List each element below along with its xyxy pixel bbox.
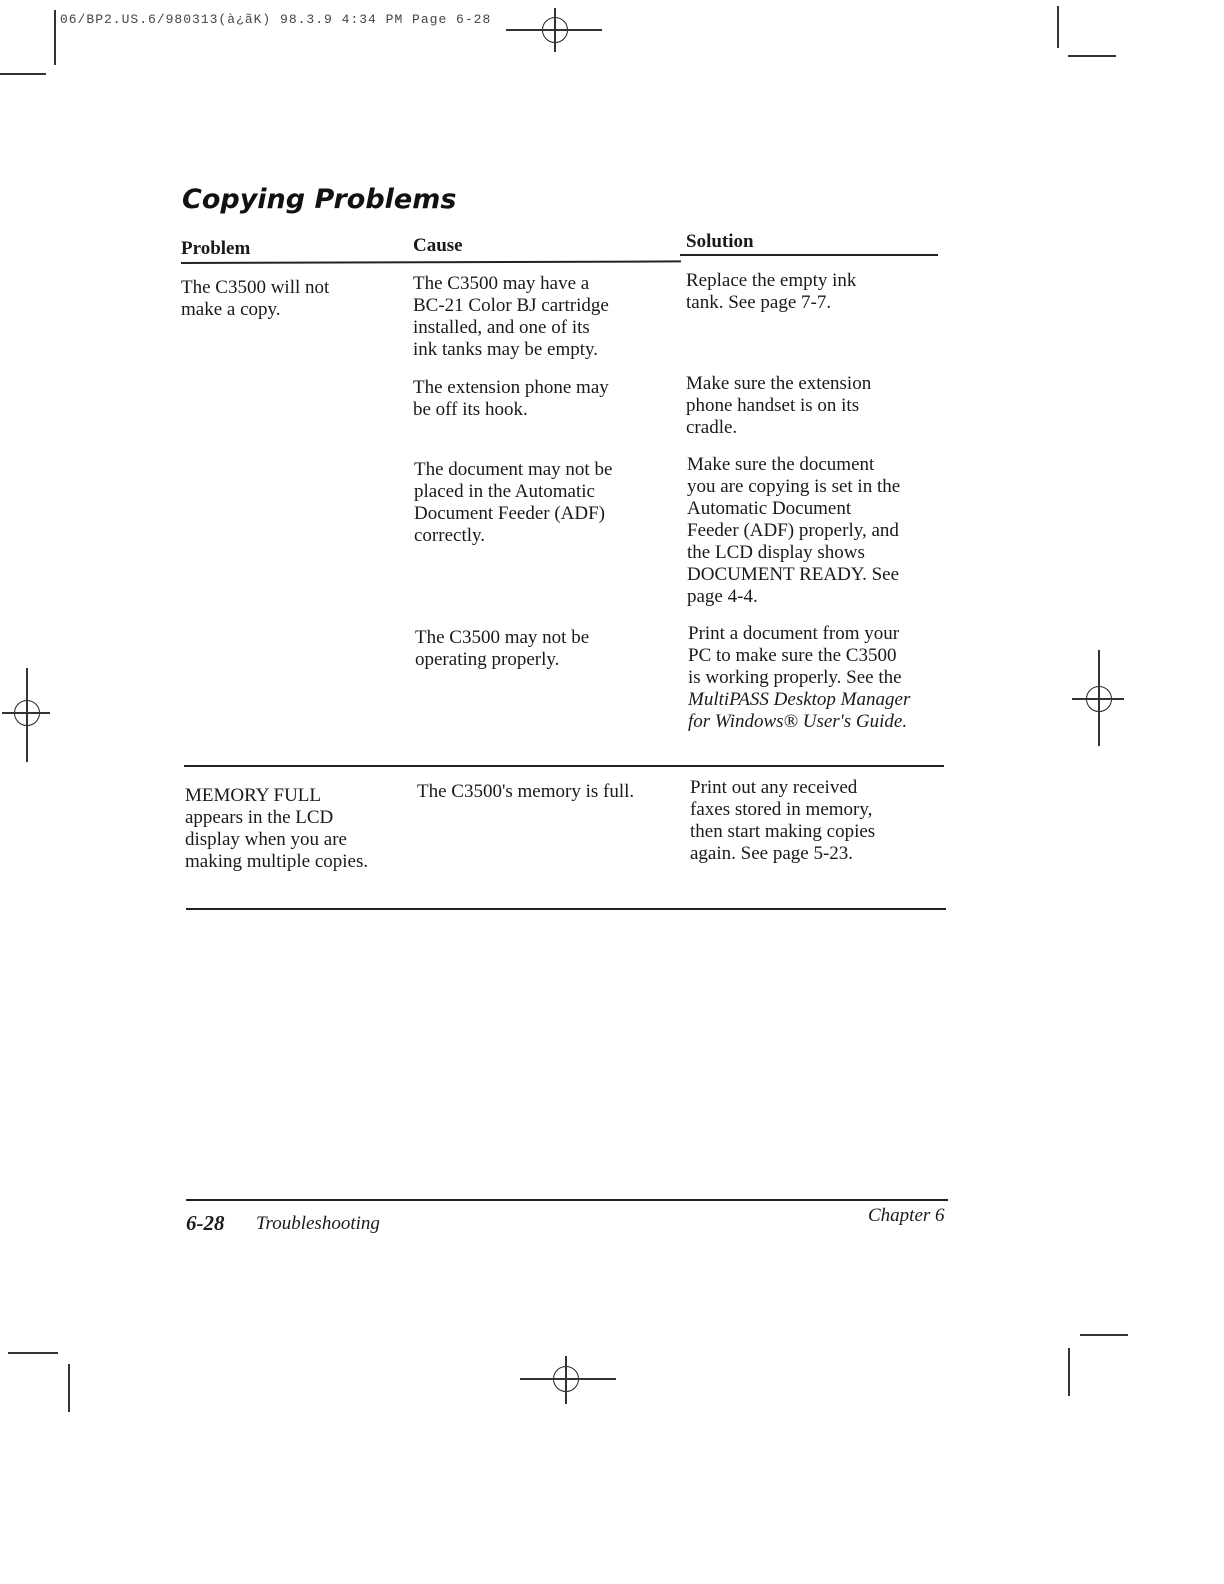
registration-mark-bottom-v [565,1356,567,1404]
solution-cell-3 [687,454,947,608]
solution-3-line-1: Make sure the document [687,454,875,475]
solution-3-line-4: Feeder (ADF) properly, and [687,520,899,541]
cause-3-line-4: correctly. [414,525,486,546]
solution-cell-5 [690,777,950,865]
header-rule [181,260,681,263]
cause-4-line-2: operating properly. [415,649,560,670]
solution-4-line-4: MultiPASS Desktop Manager [688,689,911,710]
group-rule-1 [184,765,944,767]
problem-2-line-3: display when you are [185,829,347,850]
cause-5-line-1: The C3500's memory is full. [417,781,635,802]
solution-4-line-1: Print a document from your [688,623,900,644]
section-title: Copying Problems [182,184,457,215]
crop-mark-bottom-right-vertical [1068,1348,1070,1396]
solution-4-line-3: is working properly. See the [688,667,902,688]
crop-mark-top-left-horizontal [0,73,46,75]
solution-3-line-2: you are copying is set in the [687,476,901,497]
footer-section: Troubleshooting [256,1213,380,1234]
cause-cell-1 [413,273,673,361]
solution-5-line-4: again. See page 5-23. [690,843,854,864]
solution-4-line-5: for Windows® User's Guide. [688,711,908,732]
crop-mark-top-right-horizontal [1068,55,1116,57]
solution-5-line-3: then start making copies [690,821,876,842]
cause-2-line-2: be off its hook. [413,399,528,420]
crop-mark-bottom-left-horizontal [8,1352,58,1354]
cause-1-line-1: The C3500 may have a [413,273,590,294]
cause-2-line-1: The extension phone may [413,377,609,398]
crop-mark-top-left-vertical [54,10,56,65]
problem-cell-1 [181,277,441,321]
cause-cell-3 [414,459,674,547]
registration-mark-top-v [554,8,556,52]
print-header: 06/BP2.US.6/980313(à¿ãK) 98.3.9 4:34 PM Page 6-28 [60,12,492,27]
crop-mark-top-right-vertical [1057,6,1059,48]
solution-3-line-3: Automatic Document [687,498,852,519]
footer-page-number: 6-28 [186,1211,225,1235]
problem-2-line-2: appears in the LCD [185,807,334,828]
solution-cell-1 [686,270,946,314]
cause-4-line-1: The C3500 may not be [415,627,590,648]
column-header-cause: Cause [413,235,463,256]
cause-1-line-4: ink tanks may be empty. [413,339,599,360]
problem-1-line-2: make a copy. [181,299,281,320]
cause-cell-2 [413,377,673,421]
problem-cell-2 [185,785,445,873]
cause-3-line-1: The document may not be [414,459,613,480]
footer-chapter: Chapter 6 [868,1205,945,1226]
cause-cell-4 [415,627,675,671]
problem-2-line-4: making multiple copies. [185,851,369,872]
problem-2-line-1: MEMORY FULL [185,785,322,806]
solution-3-line-5: the LCD display shows [687,542,865,563]
solution-3-line-7: page 4-4. [687,586,758,607]
crop-mark-bottom-right-horizontal [1080,1334,1128,1336]
registration-mark-left-v [26,668,28,762]
header-rule-solution [680,254,938,256]
solution-5-line-1: Print out any received [690,777,858,798]
cause-cell-5 [417,781,682,803]
cause-1-line-3: installed, and one of its [413,317,590,338]
crop-mark-bottom-left-vertical [68,1364,70,1412]
cause-1-line-2: BC-21 Color BJ cartridge [413,295,609,316]
solution-1-line-2: tank. See page 7-7. [686,292,832,313]
registration-mark-right-v [1098,650,1100,746]
solution-2-line-1: Make sure the extension [686,373,872,394]
solution-cell-4 [688,623,948,733]
solution-3-line-6: DOCUMENT READY. See [687,564,899,585]
column-header-problem: Problem [181,238,251,259]
solution-1-line-1: Replace the empty ink [686,270,857,291]
cause-3-line-3: Document Feeder (ADF) [414,503,606,524]
table-bottom-rule [186,908,946,910]
solution-5-line-2: faxes stored in memory, [690,799,873,820]
solution-4-line-2: PC to make sure the C3500 [688,645,897,666]
solution-2-line-2: phone handset is on its [686,395,860,416]
footer-rule [186,1199,948,1201]
solution-2-line-3: cradle. [686,417,738,438]
problem-1-line-1: The C3500 will not [181,277,330,298]
solution-cell-2 [686,373,946,439]
cause-3-line-2: placed in the Automatic [414,481,595,502]
column-header-solution: Solution [686,231,754,252]
registration-mark-bottom-h [520,1378,616,1380]
